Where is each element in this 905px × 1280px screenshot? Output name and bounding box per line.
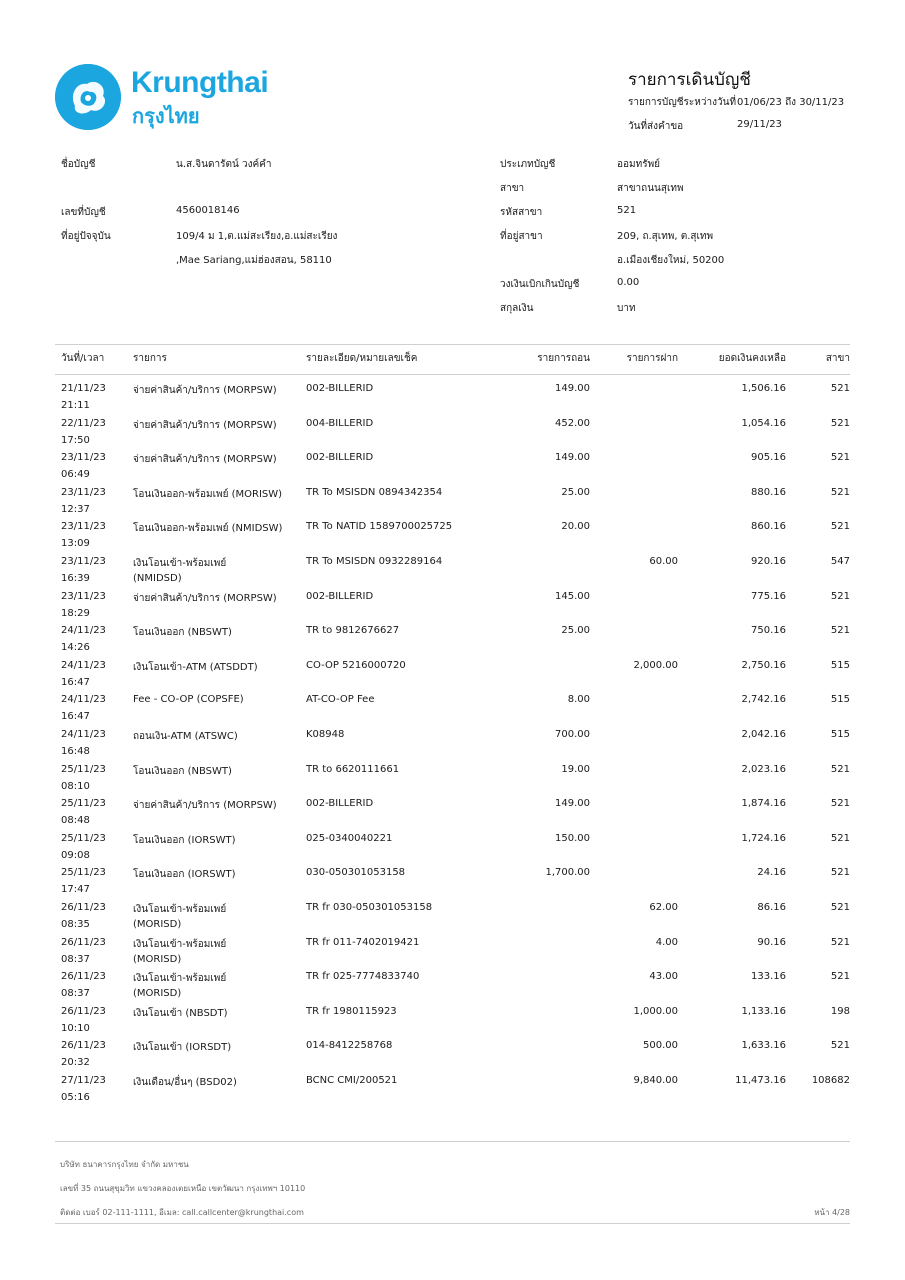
row-branch: 198 — [830, 1005, 850, 1017]
row-details: 002-BILLERID — [306, 452, 374, 464]
row-details: TR fr 030-050301053158 — [306, 902, 433, 913]
account-number-value: 4560018146 — [176, 205, 240, 216]
table-row — [0, 937, 905, 971]
row-balance: 2,023.16 — [741, 763, 786, 775]
row-branch: 521 — [830, 486, 850, 498]
row-time: 08:37 — [61, 953, 90, 965]
row-description: โอนเงินออก-พร้อมเพย์ (MORISW) — [133, 488, 283, 500]
row-time: 20:32 — [61, 1057, 90, 1069]
row-branch: 521 — [830, 521, 850, 533]
overdraft-value: 0.00 — [617, 277, 640, 288]
page-number: หน้า 4/28 — [814, 1208, 850, 1217]
row-balance: 905.16 — [751, 452, 786, 464]
row-branch: 547 — [830, 556, 850, 567]
row-details: TR to 6620111661 — [306, 763, 400, 775]
table-row — [0, 798, 905, 832]
table-row — [0, 867, 905, 901]
branch-code-value: 521 — [617, 205, 637, 216]
branch-label: สาขา — [500, 183, 525, 194]
table-row — [0, 660, 905, 694]
brand-name-en: Krungthai — [131, 66, 269, 99]
row-branch: 521 — [830, 1040, 850, 1052]
row-time: 21:11 — [61, 400, 90, 411]
row-description-cont: (MORISD) — [133, 953, 182, 965]
row-description: จ่ายค่าสินค้า/บริการ (MORPSW) — [133, 419, 277, 431]
row-branch: 521 — [830, 832, 850, 844]
row-deposit: 1,000.00 — [633, 1005, 678, 1017]
row-description: เงินโอนเข้า (IORSDT) — [133, 1042, 232, 1054]
row-balance: 1,633.16 — [741, 1040, 786, 1052]
row-time: 13:09 — [61, 538, 90, 550]
row-date: 23/11/23 — [61, 556, 106, 567]
row-balance: 1,133.16 — [741, 1005, 786, 1017]
row-date: 24/11/23 — [61, 659, 106, 671]
row-balance: 1,724.16 — [741, 832, 786, 844]
row-balance: 1,874.16 — [741, 798, 786, 810]
row-branch: 521 — [830, 902, 850, 913]
row-date: 24/11/23 — [61, 729, 106, 740]
table-row — [0, 521, 905, 555]
row-details: TR To MSISDN 0932289164 — [306, 556, 443, 567]
row-balance: 24.16 — [757, 867, 786, 879]
currency-label: สกุลเงิน — [500, 303, 534, 314]
page-title: รายการเดินบัญชี — [628, 70, 751, 90]
row-balance: 2,742.16 — [741, 694, 786, 706]
address-label: ที่อยู่ปัจจุบัน — [61, 231, 111, 242]
row-time: 16:47 — [61, 711, 90, 723]
row-date: 23/11/23 — [61, 521, 106, 533]
account-number-label: เลขที่บัญชี — [61, 207, 106, 218]
row-withdrawal: 20.00 — [561, 521, 590, 533]
table-row — [0, 764, 905, 798]
table-row — [0, 383, 905, 417]
table-row — [0, 591, 905, 625]
row-balance: 775.16 — [751, 590, 786, 602]
row-time: 10:10 — [61, 1022, 90, 1034]
row-withdrawal: 145.00 — [555, 590, 590, 602]
row-balance: 1,054.16 — [741, 417, 786, 429]
row-branch: 521 — [830, 590, 850, 602]
col-header-datetime: วันที่/เวลา — [61, 353, 105, 364]
row-balance: 2,750.16 — [741, 659, 786, 671]
row-details: TR to 9812676627 — [306, 625, 400, 637]
row-balance: 133.16 — [751, 971, 786, 983]
table-row — [0, 1075, 905, 1109]
row-date: 27/11/23 — [61, 1075, 106, 1086]
row-balance: 86.16 — [757, 902, 786, 913]
row-time: 16:47 — [61, 676, 90, 688]
table-row — [0, 971, 905, 1005]
branch-code-label: รหัสสาขา — [500, 207, 543, 218]
row-description-cont: (MORISD) — [133, 919, 182, 930]
row-time: 05:16 — [61, 1092, 90, 1103]
row-details: CO-OP 5216000720 — [306, 659, 406, 671]
account-type-value: ออมทรัพย์ — [617, 159, 661, 170]
row-date: 23/11/23 — [61, 590, 106, 602]
request-date-value: 29/11/23 — [737, 119, 782, 130]
row-description: จ่ายค่าสินค้า/บริการ (MORPSW) — [133, 454, 277, 466]
row-deposit: 9,840.00 — [633, 1075, 678, 1086]
row-branch: 521 — [830, 452, 850, 464]
row-branch: 108682 — [811, 1075, 850, 1086]
row-withdrawal: 149.00 — [555, 383, 590, 394]
footer-company: บริษัท ธนาคารกรุงไทย จำกัด มหาชน — [60, 1160, 189, 1169]
table-row — [0, 625, 905, 659]
footer-top-divider — [55, 1141, 850, 1142]
row-withdrawal: 19.00 — [561, 763, 590, 775]
row-description: โอนเงินออก (IORSWT) — [133, 869, 236, 881]
row-deposit: 2,000.00 — [633, 659, 678, 671]
row-description: เงินโอนเข้า-ATM (ATSDDT) — [133, 661, 258, 673]
branch-address-line1: 209, ถ.สุเทพ, ต.สุเทพ — [617, 231, 714, 242]
footer-bottom-divider — [55, 1223, 850, 1224]
row-date: 23/11/23 — [61, 486, 106, 498]
period-label: รายการบัญชีระหว่างวันที่ — [628, 97, 737, 108]
row-date: 25/11/23 — [61, 867, 106, 879]
row-withdrawal: 452.00 — [555, 417, 590, 429]
row-time: 06:49 — [61, 469, 90, 481]
row-deposit: 60.00 — [649, 556, 678, 567]
footer-address: เลขที่ 35 ถนนสุขุมวิท แขวงคลองเตยเหนือ เขตวัฒนา กรุงเทพฯ 10110 — [60, 1184, 306, 1193]
row-time: 17:50 — [61, 434, 90, 446]
row-branch: 521 — [830, 383, 850, 394]
table-row — [0, 418, 905, 452]
row-description-cont: (NMIDSD) — [133, 573, 182, 584]
row-description: เงินโอนเข้า-พร้อมเพย์ — [133, 904, 227, 915]
row-details: TR fr 1980115923 — [306, 1005, 397, 1017]
row-details: TR fr 011-7402019421 — [306, 936, 420, 948]
row-branch: 515 — [830, 659, 850, 671]
currency-value: บาท — [617, 303, 636, 314]
row-description-cont: (MORISD) — [133, 988, 182, 1000]
row-branch: 521 — [830, 936, 850, 948]
row-date: 26/11/23 — [61, 936, 106, 948]
row-details: 002-BILLERID — [306, 798, 374, 810]
row-time: 08:37 — [61, 988, 90, 1000]
row-deposit: 4.00 — [655, 936, 678, 948]
row-details: AT-CO-OP Fee — [306, 694, 375, 706]
row-branch: 515 — [830, 694, 850, 706]
row-deposit: 500.00 — [643, 1040, 678, 1052]
row-balance: 880.16 — [751, 486, 786, 498]
row-branch: 521 — [830, 625, 850, 637]
row-description: เงินโอนเข้า-พร้อมเพย์ — [133, 558, 227, 569]
row-branch: 515 — [830, 729, 850, 740]
branch-address-label: ที่อยู่สาขา — [500, 231, 543, 242]
row-balance: 11,473.16 — [735, 1075, 786, 1086]
col-header-details: รายละเอียด/หมายเลขเช็ค — [306, 353, 418, 364]
address-line2: ,Mae Sariang,แม่ฮ่องสอน, 58110 — [176, 255, 332, 266]
table-row — [0, 694, 905, 728]
row-date: 25/11/23 — [61, 798, 106, 810]
branch-value: สาขาถนนสุเทพ — [617, 183, 684, 194]
row-description: เงินเดือน/อื่นๆ (BSD02) — [133, 1077, 237, 1088]
address-line1: 109/4 ม 1,ต.แม่สะเรียง,อ.แม่สะเรียง — [176, 231, 338, 242]
row-date: 26/11/23 — [61, 1040, 106, 1052]
row-date: 24/11/23 — [61, 625, 106, 637]
row-description: โอนเงินออก (NBSWT) — [133, 627, 232, 639]
table-row — [0, 1040, 905, 1074]
row-balance: 90.16 — [757, 936, 786, 948]
row-deposit: 62.00 — [649, 902, 678, 913]
overdraft-label: วงเงินเบิกเกินบัญชี — [500, 279, 580, 290]
col-header-branch: สาขา — [825, 353, 850, 364]
row-time: 18:29 — [61, 607, 90, 619]
row-time: 16:39 — [61, 573, 90, 584]
row-details: 014-8412258768 — [306, 1040, 393, 1052]
period-value: 01/06/23 ถึง 30/11/23 — [737, 97, 845, 108]
table-row — [0, 1006, 905, 1040]
row-balance: 1,506.16 — [741, 383, 786, 394]
table-row — [0, 729, 905, 763]
row-description: เงินโอนเข้า-พร้อมเพย์ — [133, 973, 227, 985]
row-branch: 521 — [830, 867, 850, 879]
row-date: 26/11/23 — [61, 1005, 106, 1017]
row-time: 08:48 — [61, 815, 90, 827]
row-withdrawal: 1,700.00 — [545, 867, 590, 879]
row-time: 08:10 — [61, 780, 90, 792]
row-description: เงินโอนเข้า-พร้อมเพย์ — [133, 938, 227, 950]
row-date: 26/11/23 — [61, 902, 106, 913]
branch-address-line2: อ.เมืองเชียงใหม่, 50200 — [617, 255, 725, 266]
row-date: 22/11/23 — [61, 417, 106, 429]
row-description: จ่ายค่าสินค้า/บริการ (MORPSW) — [133, 385, 277, 396]
row-details: TR fr 025-7774833740 — [306, 971, 420, 983]
row-deposit: 43.00 — [649, 971, 678, 983]
row-description: Fee - CO-OP (COPSFE) — [133, 694, 244, 706]
row-description: ถอนเงิน-ATM (ATSWC) — [133, 731, 238, 742]
col-header-deposit: รายการฝาก — [626, 353, 678, 364]
row-details: 025-0340040221 — [306, 832, 393, 844]
brand-name-th: กรุงไทย — [132, 104, 200, 128]
row-withdrawal: 149.00 — [555, 452, 590, 464]
row-description: เงินโอนเข้า (NBSDT) — [133, 1007, 228, 1019]
row-withdrawal: 700.00 — [555, 729, 590, 740]
row-time: 12:37 — [61, 503, 90, 515]
row-date: 21/11/23 — [61, 383, 106, 394]
row-balance: 750.16 — [751, 625, 786, 637]
row-withdrawal: 25.00 — [561, 486, 590, 498]
row-details: TR To NATID 1589700025725 — [306, 521, 453, 533]
table-row — [0, 833, 905, 867]
row-details: 030-050301053158 — [306, 867, 406, 879]
row-withdrawal: 8.00 — [567, 694, 590, 706]
row-withdrawal: 150.00 — [555, 832, 590, 844]
row-time: 08:35 — [61, 919, 90, 930]
row-date: 23/11/23 — [61, 452, 106, 464]
row-date: 26/11/23 — [61, 971, 106, 983]
row-date: 25/11/23 — [61, 832, 106, 844]
row-withdrawal: 25.00 — [561, 625, 590, 637]
row-balance: 860.16 — [751, 521, 786, 533]
row-description: โอนเงินออก-พร้อมเพย์ (NMIDSW) — [133, 523, 283, 535]
col-header-description: รายการ — [133, 353, 167, 364]
row-details: 002-BILLERID — [306, 383, 374, 394]
table-row — [0, 487, 905, 521]
row-time: 09:08 — [61, 849, 90, 861]
row-details: 002-BILLERID — [306, 590, 374, 602]
col-header-withdrawal: รายการถอน — [537, 353, 590, 364]
account-name-value: น.ส.จินดารัตน์ วงค์คำ — [176, 159, 272, 170]
col-header-balance: ยอดเงินคงเหลือ — [718, 353, 786, 364]
row-branch: 521 — [830, 417, 850, 429]
account-type-label: ประเภทบัญชี — [500, 159, 556, 170]
row-description: โอนเงินออก (NBSWT) — [133, 765, 232, 777]
table-row — [0, 452, 905, 486]
row-date: 24/11/23 — [61, 694, 106, 706]
footer-contact: ติดต่อ เบอร์ 02-111-1111, อีเมล: call.callcenter@krungthai.com — [60, 1208, 304, 1217]
row-description: โอนเงินออก (IORSWT) — [133, 834, 236, 846]
row-branch: 521 — [830, 798, 850, 810]
row-branch: 521 — [830, 971, 850, 983]
row-time: 14:26 — [61, 642, 90, 654]
row-branch: 521 — [830, 763, 850, 775]
row-details: K08948 — [306, 729, 345, 740]
row-details: TR To MSISDN 0894342354 — [306, 486, 443, 498]
row-details: BCNC CMI/200521 — [306, 1075, 398, 1086]
row-withdrawal: 149.00 — [555, 798, 590, 810]
row-details: 004-BILLERID — [306, 417, 374, 429]
row-balance: 920.16 — [751, 556, 786, 567]
row-balance: 2,042.16 — [741, 729, 786, 740]
row-date: 25/11/23 — [61, 763, 106, 775]
row-description: จ่ายค่าสินค้า/บริการ (MORPSW) — [133, 800, 277, 812]
row-time: 17:47 — [61, 884, 90, 896]
request-date-label: วันที่ส่งคำขอ — [628, 121, 684, 132]
row-time: 16:48 — [61, 746, 90, 757]
table-row — [0, 902, 905, 936]
row-description: จ่ายค่าสินค้า/บริการ (MORPSW) — [133, 592, 277, 604]
table-row — [0, 556, 905, 590]
account-name-label: ชื่อบัญชี — [61, 159, 96, 170]
